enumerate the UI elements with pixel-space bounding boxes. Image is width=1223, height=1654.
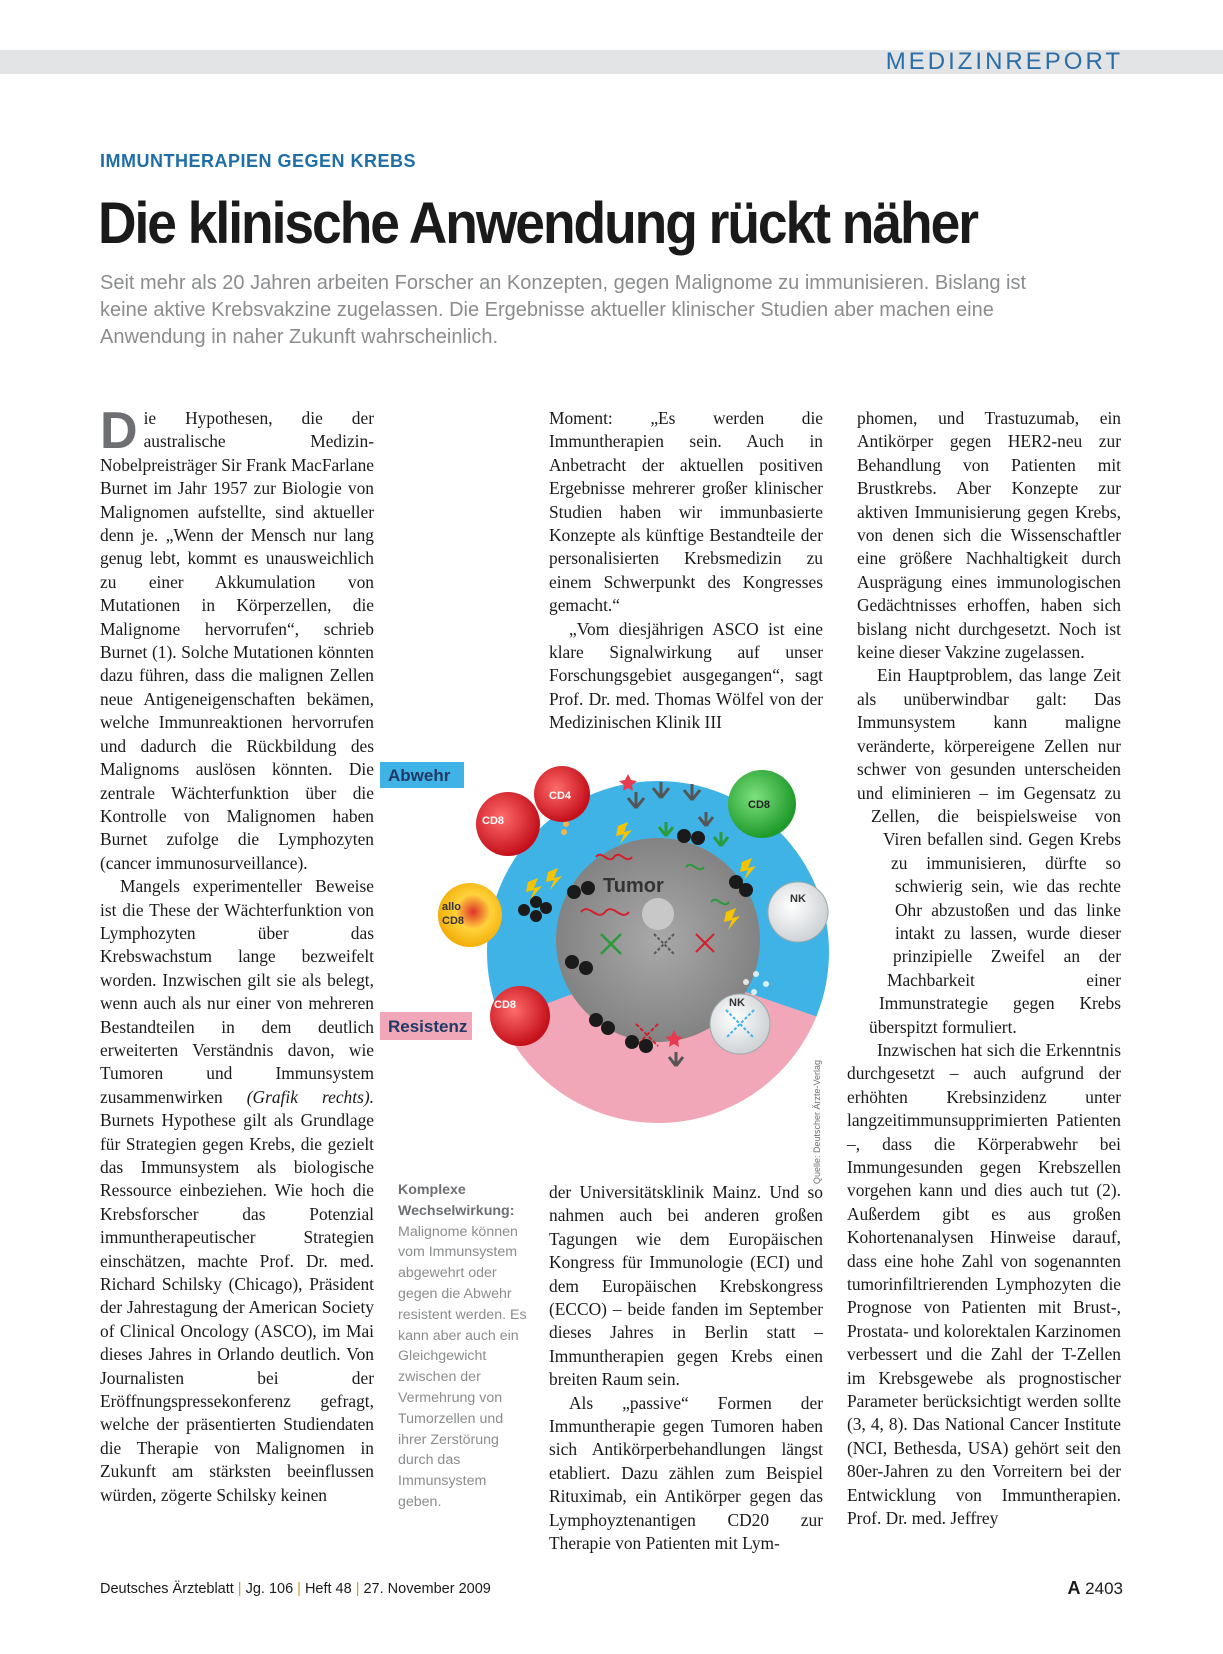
page-footer: Deutsches Ärzteblatt | Jg. 106 | Heft 48 | 27. November 2009 xyxy=(100,1581,491,1597)
paragraph: Inzwischen hat sich die Erkenntnis durchgesetzt – auch aufgrund der erhöhten Krebsinzidenz unter langzeitimmunsupprimierten Patienten –, dass die Körperabwehr bei Immungesunden gegen Krebszellen vorgehen kann und dies auch tut (2). Außerdem gibt es aus großen Kohortenanalysen Hinweise darauf, dass eine hohe Zahl von sogenannten tumorinfiltrierenden Lymphozyten die Prognose von Patienten mit Brust-, Prostata- und kolorektalen Karzinomen verbessert und die Zahl der T-Zellen im Krebsgewebe als prognostischer Parameter berücksichtigt werden sollte (3, 4, 8). Das National Cancer Institute (NCI, Bethesda, USA) gehört seit den 80er-Jahren zu den Vorreitern bei der Entwicklung von Immuntherapien. Prof. Dr. med. Jeffrey xyxy=(847,1039,1121,1529)
paragraph: Moment: „Es werden die Immuntherapien sein. Auch in Anbetracht der aktuellen positiven Ergebnisse mehrerer großer klinischer Studien haben wir immunbasierte Konzepte als künftige Bestandteile der personalisierten Krebsmedizin zu einem Schwerpunkt des Kongresses gemacht.“ xyxy=(549,408,823,616)
drop-cap: D xyxy=(100,402,138,460)
immune-tumor-diagram xyxy=(388,762,856,1185)
text-column-2-bottom xyxy=(549,1181,823,1556)
tumor-label: Tumor xyxy=(603,875,664,897)
cd8-right-label: CD8 xyxy=(748,799,771,811)
paragraph xyxy=(100,402,374,875)
cd8-bottom-label: CD8 xyxy=(494,999,517,1011)
paragraph: phomen, und Trastuzumab, ein Antikörper gegen HER2-neu zur Behandlung von Patienten mit Brustkrebs. Aber Konzepte zur aktiven Immunisierung gegen Krebs, von denen sich die Wissenschaftler eine größere Nachhaltigkeit durch Ausprägung eines immunologischen Gedächtnisses erhoffen, haben sich bislang nicht durchgesetzt. Noch ist keine dieser Vakzine zugelassen. xyxy=(857,408,1121,663)
figure-caption xyxy=(398,1180,533,1513)
journal-name: Deutsches Ärzteblatt xyxy=(100,1581,234,1597)
article-title: Die klinische Anwendung rückt näher xyxy=(98,191,977,256)
allo-cd8-label: CD8 xyxy=(442,915,465,927)
page-number xyxy=(1067,1578,1123,1599)
paragraph-text: Mangels experimenteller Beweise ist die These der Wächterfunktion von Lymphozyten über das Krebswachstum lange bezweifelt worden. Inzwischen gilt sie als belegt, wenn auch als nur einer von mehreren Bestandteilen in dem deutlich erweiterten Verständnis davon, wie Tumoren und Immunsystem zusammenwirken xyxy=(100,876,374,1107)
paragraph xyxy=(100,875,374,1507)
paragraph: Ein Hauptproblem, das lange Zeit als unüberwindbar galt: Das Immunsystem kann maligne veränderte, körpereigene Zellen nur schwer von gesunden unterscheiden und eliminieren – im Gegensatz zu Zellen, die beispielsweise von Viren befallen sind. Gegen Krebs zu immunisieren, dürfte so schwierig sein, wie das rechte Ohr abzustoßen und das linke intakt zu lassen, wurde dieser prinzipielle Zweifel an der Machbarkeit einer Immunstrategie gegen Krebs überspitzt formuliert. xyxy=(857,665,1121,1037)
nk-cell-right xyxy=(768,882,828,942)
nk-right-label: NK xyxy=(790,893,806,905)
paragraph-text: ie Hypothesen, die der australische Medizin-Nobelpreisträger Sir Frank MacFarlane Burnet im Jahr 1957 zur Biologie von Malignomen aufstellte, sind aktueller denn je. „Wenn der Mensch nur lang genug lebt, kommt es unausweichlich zu einer Akkumulation von Mutationen in Körperzellen, die Malignome hervorrufen“, schrieb Burnet (1). Solche Mutationen könnten dazu führen, dass die malignen Zellen neue Antigeneigenschaften bekämen, welche Immunreaktionen hervorrufen und dadurch die Rückbildung des Malignoms auslösen könnten. Die zentrale Wächterfunktion über die Kontrolle von Malignomen haben Burnet zufolge die Lymphozyten (cancer immunosurveillance). xyxy=(100,408,374,873)
issue-date: 27. November 2009 xyxy=(363,1581,491,1597)
journal-issue: Heft 48 xyxy=(304,1581,352,1597)
paragraph: „Vom diesjährigen ASCO ist eine klare Signalwirkung auf unser Forschungsgebiet ausgegangen“, sagt Prof. Dr. med. Thomas Wölfel von der Medizinischen Klinik III xyxy=(549,618,823,733)
text-column-3 xyxy=(847,407,1121,1531)
article-kicker: IMMUNTHERAPIEN GEGEN KREBS xyxy=(100,151,417,171)
caption-text: Malignome können vom Immunsystem abgewehrt oder gegen die Abwehr resistent werden. Es kann aber auch ein Gleichgewicht zwischen der Vermehrung von Tumorzellen und ihrer Zerstörung durch das Immunsystem geben. xyxy=(398,1223,527,1510)
text-column-2-top xyxy=(549,407,823,735)
page-prefix: A xyxy=(1067,1578,1081,1598)
section-label: MEDIZINREPORT xyxy=(885,48,1123,75)
resistenz-label: Resistenz xyxy=(388,1017,468,1036)
cd8-cell-bottom xyxy=(490,986,550,1046)
cd4-label: CD4 xyxy=(549,790,572,802)
article-lead: Seit mehr als 20 Jahren arbeiten Forscher an Konzepten, gegen Malignome zu immunisieren. Bislang ist keine aktive Krebsvakzine zugelassen. Die Ergebnisse aktueller klinischer Studien aber machen eine Anwendung in naher Zukunft wahrscheinlich. xyxy=(100,272,1027,348)
journal-volume: Jg. 106 xyxy=(245,1581,294,1597)
cd8-left-label: CD8 xyxy=(482,815,505,827)
text-column-1 xyxy=(100,402,374,1507)
paragraph-text: Burnets Hypothese gilt als Grundlage für Strategien gegen Krebs, die gezielt das Immunsystem als biologische Ressource einbeziehen. Wie hoch die Krebsforscher das Potenzial immuntherapeutischer Strategien einschätzen, machte Prof. Dr. med. Richard Schilsky (Chicago), Präsident der Jahrestagung der American Society of Clinical Oncology (ASCO), im Mai dieses Jahres in Orlando deutlich. Von Journalisten bei der Eröffnungspressekonferenz gefragt, welche der präsentierten Studiendaten die Therapie von Malignomen in Zukunft am stärksten beeinflussen würden, zögerte Schilsky keinen xyxy=(100,1110,374,1505)
nk-bottom-label: NK xyxy=(729,997,745,1009)
paragraph: Als „passive“ Formen der Immuntherapie gegen Tumoren haben sich Antikörperbehandlungen längst etabliert. Dazu zählen zum Beispiel Rituximab, ein Antikörper gegen das Lymphoyztenantigen CD20 zur Therapie von Patienten mit Lym- xyxy=(549,1392,823,1554)
allo-label: allo xyxy=(442,901,461,913)
abwehr-label: Abwehr xyxy=(388,766,451,785)
figure-reference: (Grafik rechts). xyxy=(246,1086,374,1107)
caption-title: Komplexe Wechselwirkung: xyxy=(398,1182,515,1219)
paragraph: der Universitätsklinik Mainz. Und so nahmen auch bei anderen großen Tagungen wie dem Europäischen Kongress für Immunologie (ECI) und dem Europäischen Krebskongress (ECCO) – beide fanden im September dieses Jahres in Berlin statt – Immuntherapien gegen Krebs einen breiten Raum sein. xyxy=(549,1182,823,1390)
figure-source: Quelle: Deutscher Ärzte-Verlag xyxy=(812,1060,822,1185)
page-number-value: 2403 xyxy=(1085,1579,1123,1598)
